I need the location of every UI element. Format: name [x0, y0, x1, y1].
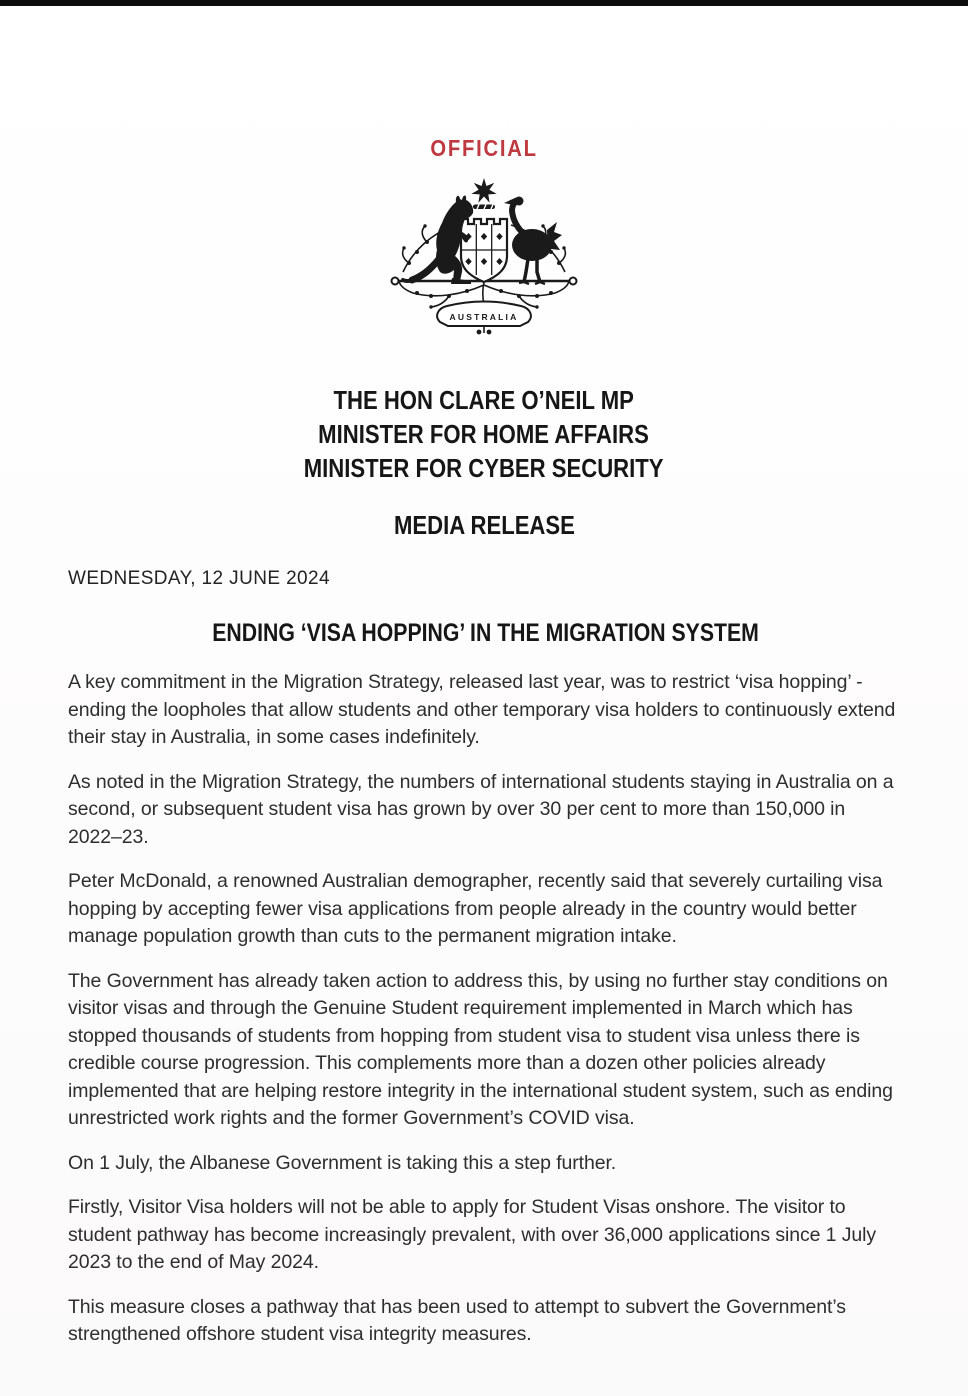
australia-banner: [437, 302, 531, 335]
australian-coat-of-arms-icon: [366, 173, 602, 338]
paragraphs-section: [68, 669, 903, 1349]
crest-wreath-icon: [473, 205, 495, 210]
paragraph-1: A key commitment in the Migration Strategy, released last year, was to restrict ‘visa hopping’ - ending the loopholes that allow students and other temporary visa holders to continuously extend their stay in Australia, in some cases indefinitely.: [68, 671, 896, 748]
paragraph-4: The Government has already taken action to address this, by using no further stay conditions on visitor visas and through the Genuine Student requirement implemented in March which has stopped thousands of students from hopping from student visa to student visa unless there is credible course progression. This complements more than a dozen other policies already implemented that are helping restore integrity in the international student system, such as ending unrestricted work rights and the former Government’s COVID visa.: [68, 969, 893, 1129]
headline: ENDING ‘VISA HOPPING’ IN THE MIGRATION SYSTEM: [212, 619, 759, 647]
commonwealth-star-icon: [471, 178, 496, 203]
official-classification-label: OFFICIAL: [430, 135, 538, 161]
paragraph-6: Firstly, Visitor Visa holders will not be able to apply for Student Visas onshore. The visitor to student pathway has become increasingly prevalent, with over 36,000 applications since 1 July 2023 to the end of May 2024.: [68, 1196, 877, 1273]
portfolio-cyber-security: MINISTER FOR CYBER SECURITY: [304, 453, 664, 483]
top-bar: [0, 0, 968, 6]
media-release-label: MEDIA RELEASE: [393, 510, 575, 540]
shield-icon: [461, 219, 507, 282]
coat-of-arms-container: [0, 173, 968, 343]
australia-banner-label: AUSTRALIA: [449, 312, 519, 322]
release-date: WEDNESDAY, 12 JUNE 2024: [68, 568, 330, 589]
document-body: [0, 568, 968, 1349]
official-classification-marking: [0, 133, 968, 163]
letterhead: [0, 383, 968, 485]
minister-name: THE HON CLARE O’NEIL MP: [333, 385, 635, 415]
paragraph-3: Peter McDonald, a renowned Australian demographer, recently said that severely curtailing visa hopping by accepting fewer visa applications from people already in the country would better manage population growth than cuts to the permanent migration intake.: [68, 870, 883, 947]
emu-icon: [504, 197, 562, 285]
portfolio-home-affairs: MINISTER FOR HOME AFFAIRS: [318, 419, 650, 449]
paragraph-2: As noted in the Migration Strategy, the numbers of international students staying in Australia on a second, or subsequent student visa has grown by over 30 per cent to more than 150,000 in 2022–23.: [68, 770, 894, 848]
paragraph-7: This measure closes a pathway that has been used to attempt to subvert the Government’s strengthened offshore student visa integrity measures.: [68, 1295, 846, 1345]
paragraph-5: On 1 July, the Albanese Government is taking this a step further.: [68, 1151, 617, 1174]
